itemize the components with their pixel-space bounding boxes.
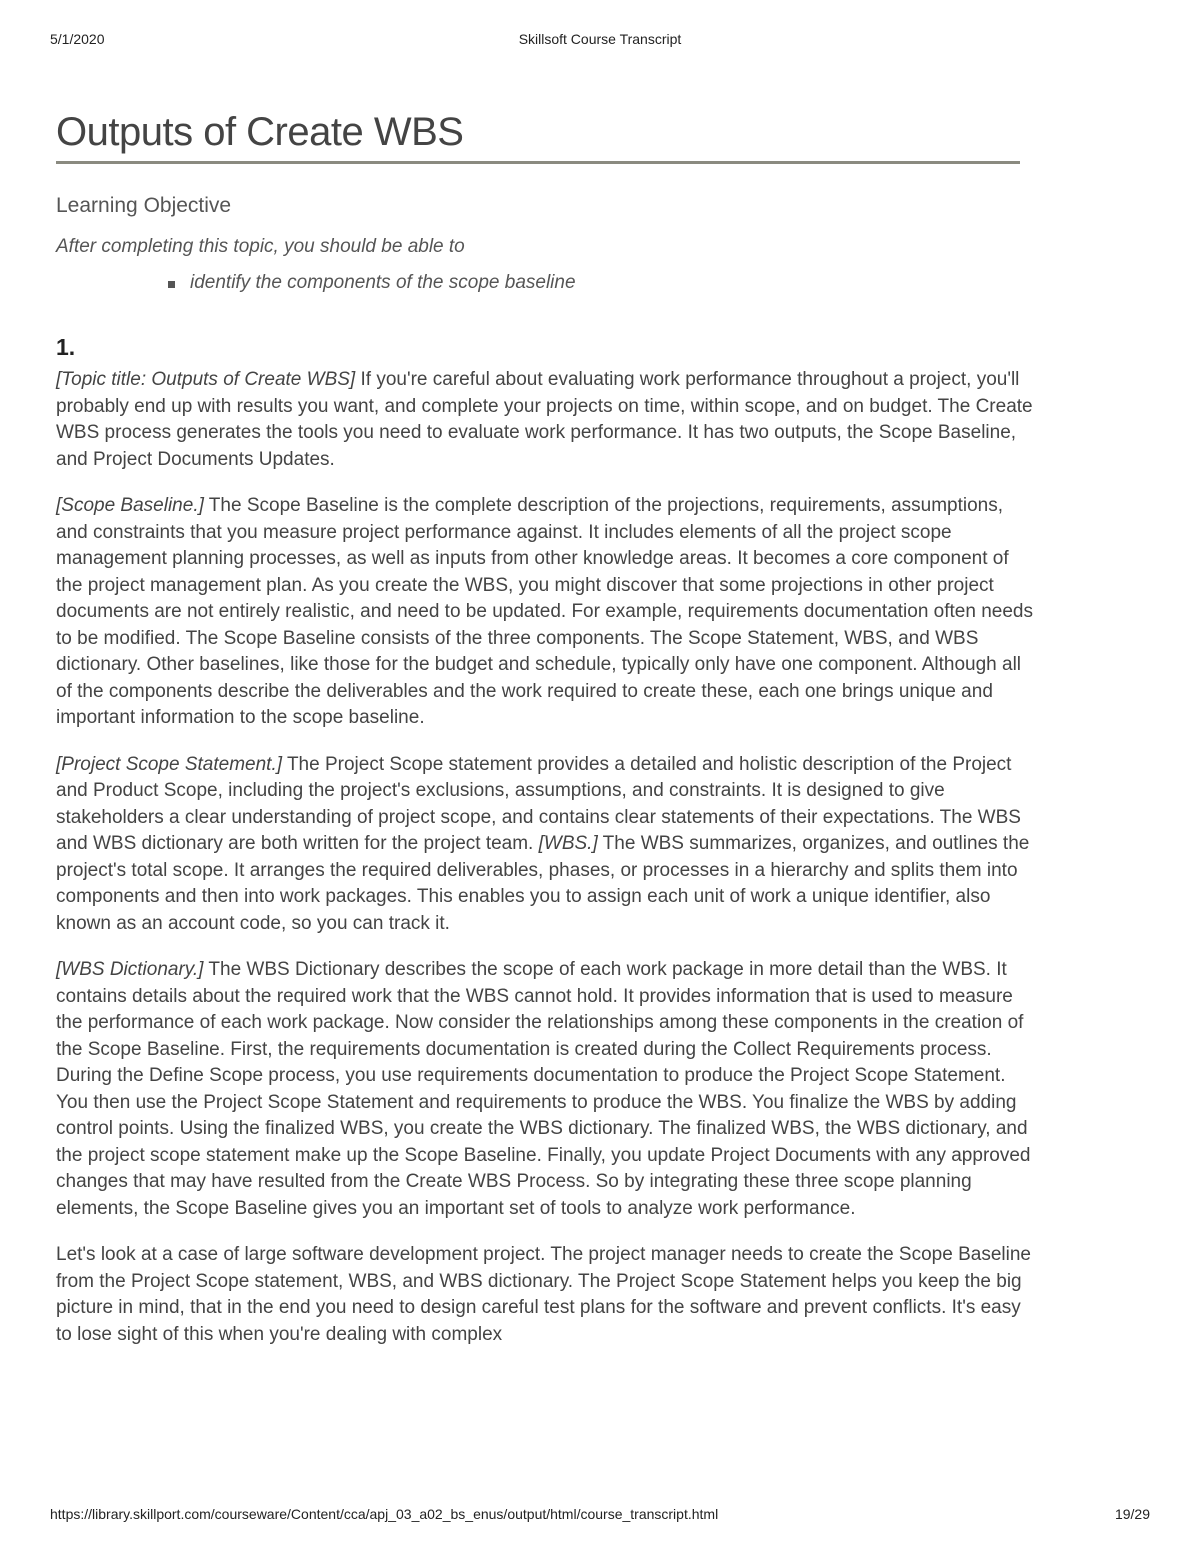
transcript-content	[56, 110, 1038, 1368]
objective-item	[168, 272, 1038, 294]
paragraph-wbs-dictionary	[56, 957, 1038, 1222]
square-bullet-icon	[168, 281, 175, 288]
paragraph-scope-baseline	[56, 493, 1038, 732]
paragraph-tag-wbs: [WBS.]	[538, 833, 598, 854]
topic-title: Outputs of Create WBS	[56, 110, 1020, 164]
footer-url: https://library.skillport.com/courseware/Content/cca/apj_03_a02_bs_enus/output/html/course_transcript.html	[50, 1506, 719, 1522]
paragraph-case-study	[56, 1242, 1038, 1348]
paragraph-text: The Scope Baseline is the complete description of the projections, requirements, assumptions, and constraints that you measure project performance against. It includes elements of all the project scope management planning processes, as well as inputs from other knowledge areas. It becomes a core component of the project management plan. As you create the WBS, you might discover that some projections in other project documents are not entirely realistic, and need to be updated. For example, requirements documentation often needs to be modified. The Scope Baseline consists of the three components. The Scope Statement, WBS, and WBS dictionary. Other baselines, like those for the budget and schedule, typically only have one component. Although all of the components describe the deliverables and the work required to create these, each one brings unique and important information to the scope baseline.	[56, 495, 1033, 728]
header-date: 5/1/2020	[50, 31, 105, 47]
paragraph-text: The WBS Dictionary describes the scope of each work package in more detail than the WBS. It contains details about the required work that the WBS cannot hold. It provides information that is used to measure the performance of each work package. Now consider the relationships among these components in the creation of the Scope Baseline. First, the requirements documentation is created during the Collect Requirements process. During the Define Scope process, you use requirements documentation to produce the Project Scope Statement. You then use the Project Scope Statement and requirements to produce the WBS. You finalize the WBS by adding control points. Using the finalized WBS, you create the WBS dictionary. The finalized WBS, the WBS dictionary, and the project scope statement make up the Scope Baseline. Finally, you update Project Documents with any approved changes that may have resulted from the Create WBS Process. So by integrating these three scope planning elements, the Scope Baseline gives you an important set of tools to analyze work performance.	[56, 959, 1031, 1219]
objective-intro: After completing this topic, you should be able to	[56, 236, 465, 257]
footer-page-number: 19/29	[1114, 1506, 1150, 1522]
paragraph-tag: [Scope Baseline.]	[56, 495, 204, 516]
paragraph-tag: [WBS Dictionary.]	[56, 959, 204, 980]
paragraph-text: If you're careful about evaluating work performance throughout a project, you'll probably end up with results you want, and complete your projects on time, within scope, and on budget. The Create WBS process generates the tools you need to evaluate work performance. It has two outputs, the Scope Baseline, and Project Documents Updates.	[56, 369, 1033, 470]
paragraph-topic-title	[56, 367, 1038, 473]
objective-list	[56, 272, 1038, 294]
step-number: 1.	[56, 334, 76, 360]
paragraph-tag: [Project Scope Statement.]	[56, 753, 283, 775]
paragraph-text: Let's look at a case of large software development project. The project manager needs to create the Scope Baseline from the Project Scope statement, WBS, and WBS dictionary. The Project Scope Statement helps you keep the big picture in mind, that in the end you need to design careful test plans for the software and prevent conflicts. It's easy to lose sight of this when you're dealing with complex	[56, 1244, 1031, 1345]
learning-objective-heading: Learning Objective	[56, 194, 232, 217]
header-title: Skillsoft Course Transcript	[518, 31, 682, 47]
paragraph-project-scope-statement	[56, 752, 1038, 938]
paragraph-text-wbs: The WBS summarizes, organizes, and outlines the project's total scope. It arranges the required deliverables, phases, or processes in a hierarchy and splits them into components and then into work packages. This enables you to assign each unit of work a unique identifier, also known as an account code, so you can track it.	[56, 833, 1030, 934]
objective-text: identify the components of the scope baseline	[190, 272, 576, 293]
paragraph-tag: [Topic title: Outputs of Create WBS]	[56, 369, 356, 390]
paragraph-text: The Project Scope statement provides a detailed and holistic description of the Project and Product Scope, including the project's exclusions, assumptions, and constraints. It is designed to give stakeholders a clear understanding of project scope, and contains clear statements of their expectations. The WBS and WBS dictionary are both written for the project team.	[56, 753, 1021, 854]
